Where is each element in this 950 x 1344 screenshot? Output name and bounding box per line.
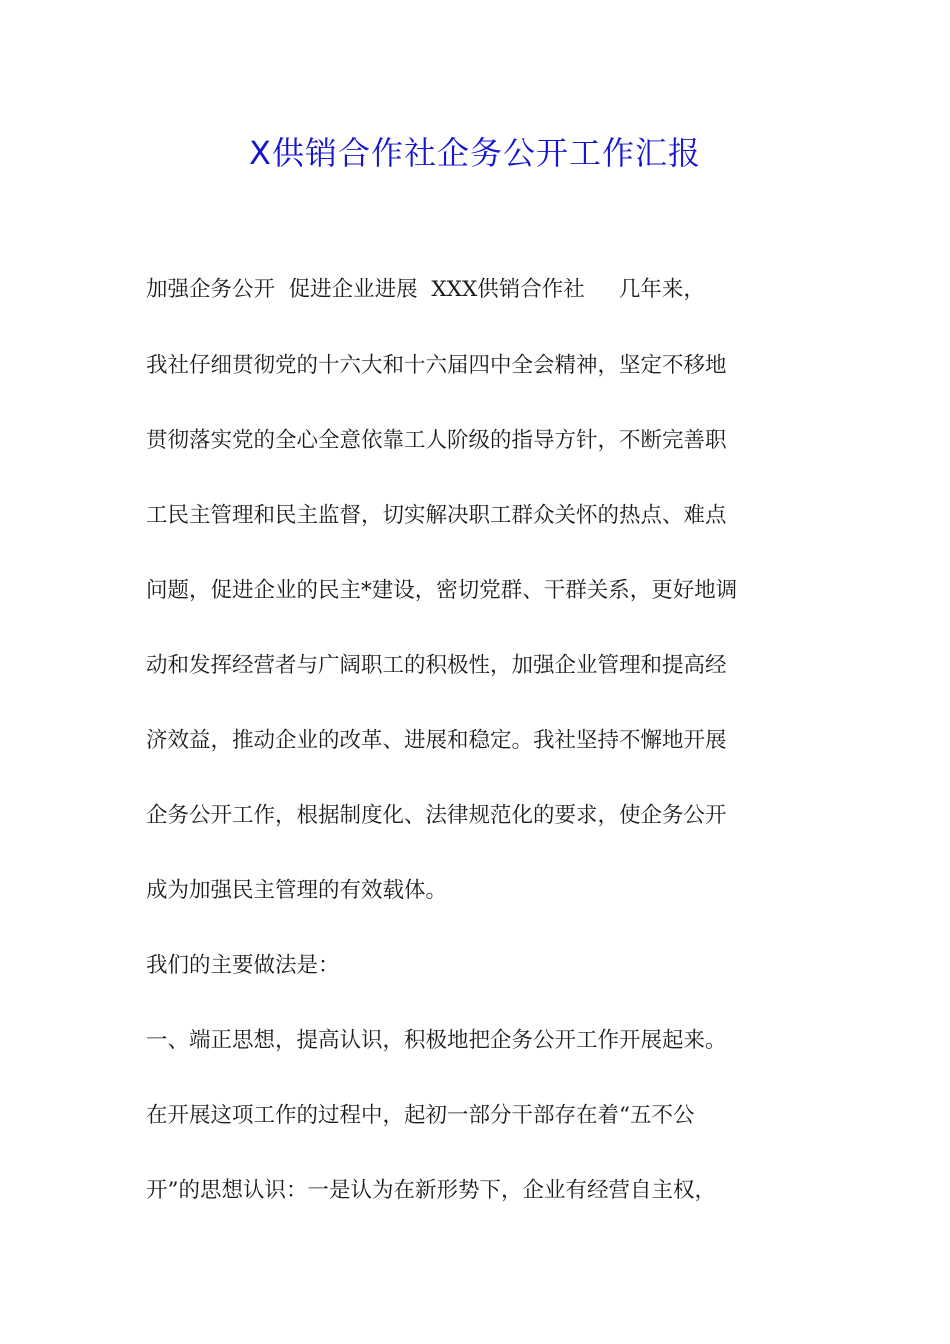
document-title: X供销合作社企务公开工作汇报 bbox=[249, 134, 701, 172]
body-line-2: 我社仔细贯彻党的十六大和十六届四中全会精神，坚定不移地 bbox=[146, 353, 727, 378]
body-line-9: 成为加强民主管理的有效载体。 bbox=[146, 878, 448, 903]
body-line-3: 贯彻落实党的全心全意依靠工人阶级的指导方针，不断完善职 bbox=[146, 428, 727, 453]
body-line-4: 工民主管理和民主监督，切实解决职工群众关怀的热点、难点 bbox=[146, 503, 727, 528]
body-line-1: 加强企务公开 促进企业进展 XXX供销合作社 几年来， bbox=[146, 277, 705, 302]
body-line-8: 企务公开工作，根据制度化、法律规范化的要求，使企务公开 bbox=[146, 803, 727, 828]
body-line-5: 问题，促进企业的民主*建设，密切党群、干群关系，更好地调 bbox=[146, 578, 738, 603]
body-line-6: 动和发挥经营者与广阔职工的积极性，加强企业管理和提高经 bbox=[146, 653, 727, 678]
body-line-12: 在开展这项工作的过程中，起初一部分干部存在着“五不公 bbox=[146, 1103, 695, 1128]
body-line-11: 一、端正思想，提高认识，积极地把企务公开工作开展起来。 bbox=[146, 1028, 727, 1053]
body-line-10: 我们的主要做法是： bbox=[146, 953, 340, 978]
body-line-13: 开”的思想认识：一是认为在新形势下，企业有经营自主权， bbox=[146, 1178, 716, 1203]
body-line-7: 济效益，推动企业的改革、进展和稳定。我社坚持不懈地开展 bbox=[146, 728, 727, 753]
